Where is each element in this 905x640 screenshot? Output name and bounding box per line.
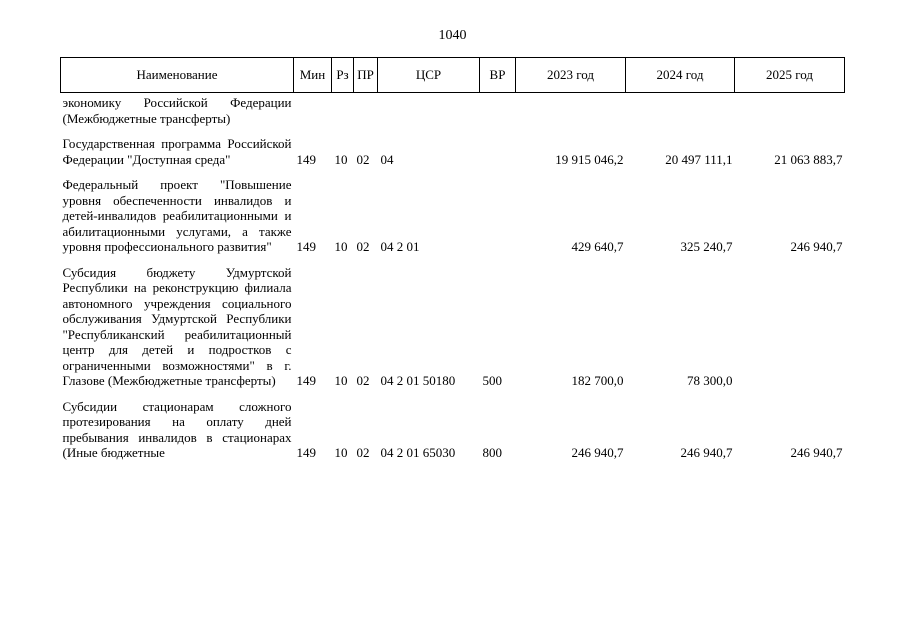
row-rz: 10 [334, 151, 348, 167]
header-csr: ЦСР [378, 58, 480, 93]
table-row [61, 255, 845, 389]
row-vr: 800 [482, 445, 502, 460]
row-min: 149 [296, 239, 316, 254]
header-2024: 2024 год [626, 58, 735, 93]
header-2025: 2025 год [735, 58, 845, 93]
row-rz: 10 [334, 445, 348, 460]
row-2023: 182 700,0 [571, 373, 624, 388]
row-vr [480, 126, 516, 167]
header-name: Наименование [61, 58, 294, 93]
table-row [61, 93, 845, 127]
row-2024: 325 240,7 [680, 239, 733, 254]
table-row [61, 389, 845, 461]
row-csr: 04 2 01 50180 [380, 373, 456, 388]
row-name: Государственная программа Российской Федерации "Доступная среда" [62, 136, 292, 167]
row-2024 [626, 93, 735, 127]
table-header [61, 58, 845, 93]
row-vr [480, 93, 516, 127]
row-2023 [516, 93, 626, 127]
row-min: 149 [296, 445, 316, 460]
row-2024: 78 300,0 [687, 373, 733, 388]
row-csr [378, 93, 480, 127]
row-name: экономику Российской Федерации (Межбюджетные трансферты) [62, 95, 292, 126]
header-vr: ВР [480, 58, 516, 93]
table-body [61, 93, 845, 461]
row-vr: 500 [482, 373, 502, 388]
row-min: 149 [296, 373, 316, 388]
row-2023: 246 940,7 [571, 445, 624, 460]
page-number: 1040 [438, 28, 467, 43]
row-2025: 246 940,7 [790, 445, 843, 460]
row-name: Федеральный проект "Повышение уровня обеспеченности инвалидов и детей-инвалидов реабилитационными и абилитационными услугами, а также уровня профессионального развития" [62, 177, 292, 254]
row-rz: 10 [334, 373, 348, 388]
row-2023: 429 640,7 [571, 239, 624, 254]
row-csr: 04 2 01 [380, 239, 420, 254]
row-rz [332, 93, 354, 127]
row-min: 149 [296, 151, 316, 167]
row-name: Субсидии стационарам сложного протезирования на оплату дней пребывания инвалидов в стационарах (Иные бюджетные [62, 398, 292, 460]
header-min: Мин [294, 58, 332, 93]
row-rz: 10 [334, 239, 348, 254]
row-csr: 04 [380, 151, 394, 167]
header-pr: ПР [354, 58, 378, 93]
row-2025 [735, 255, 845, 389]
budget-table [60, 57, 845, 461]
header-rz: Рз [332, 58, 354, 93]
row-2025: 246 940,7 [790, 239, 843, 254]
header-2023: 2023 год [516, 58, 626, 93]
table-row [61, 126, 845, 167]
row-pr: 02 [356, 239, 370, 254]
row-pr: 02 [356, 445, 370, 460]
row-min [294, 93, 332, 127]
row-2024: 246 940,7 [680, 445, 733, 460]
row-pr: 02 [356, 373, 370, 388]
row-2024: 20 497 111,1 [665, 151, 733, 167]
row-pr [354, 93, 378, 127]
row-csr: 04 2 01 65030 [380, 445, 456, 460]
row-2025 [735, 93, 845, 127]
row-2023: 19 915 046,2 [555, 151, 624, 167]
row-name: Субсидия бюджету Удмуртской Республики на реконструкцию филиала автономного учреждения социального обслуживания Удмуртской Республики "Республиканский реабилитационный центр для детей и подростков с ограниченными возможностями" в г. Глазове (Межбюджетные трансферты) [62, 264, 292, 388]
row-vr [480, 167, 516, 255]
row-2025: 21 063 883,7 [774, 151, 843, 167]
row-pr: 02 [356, 151, 370, 167]
table-row [61, 167, 845, 255]
